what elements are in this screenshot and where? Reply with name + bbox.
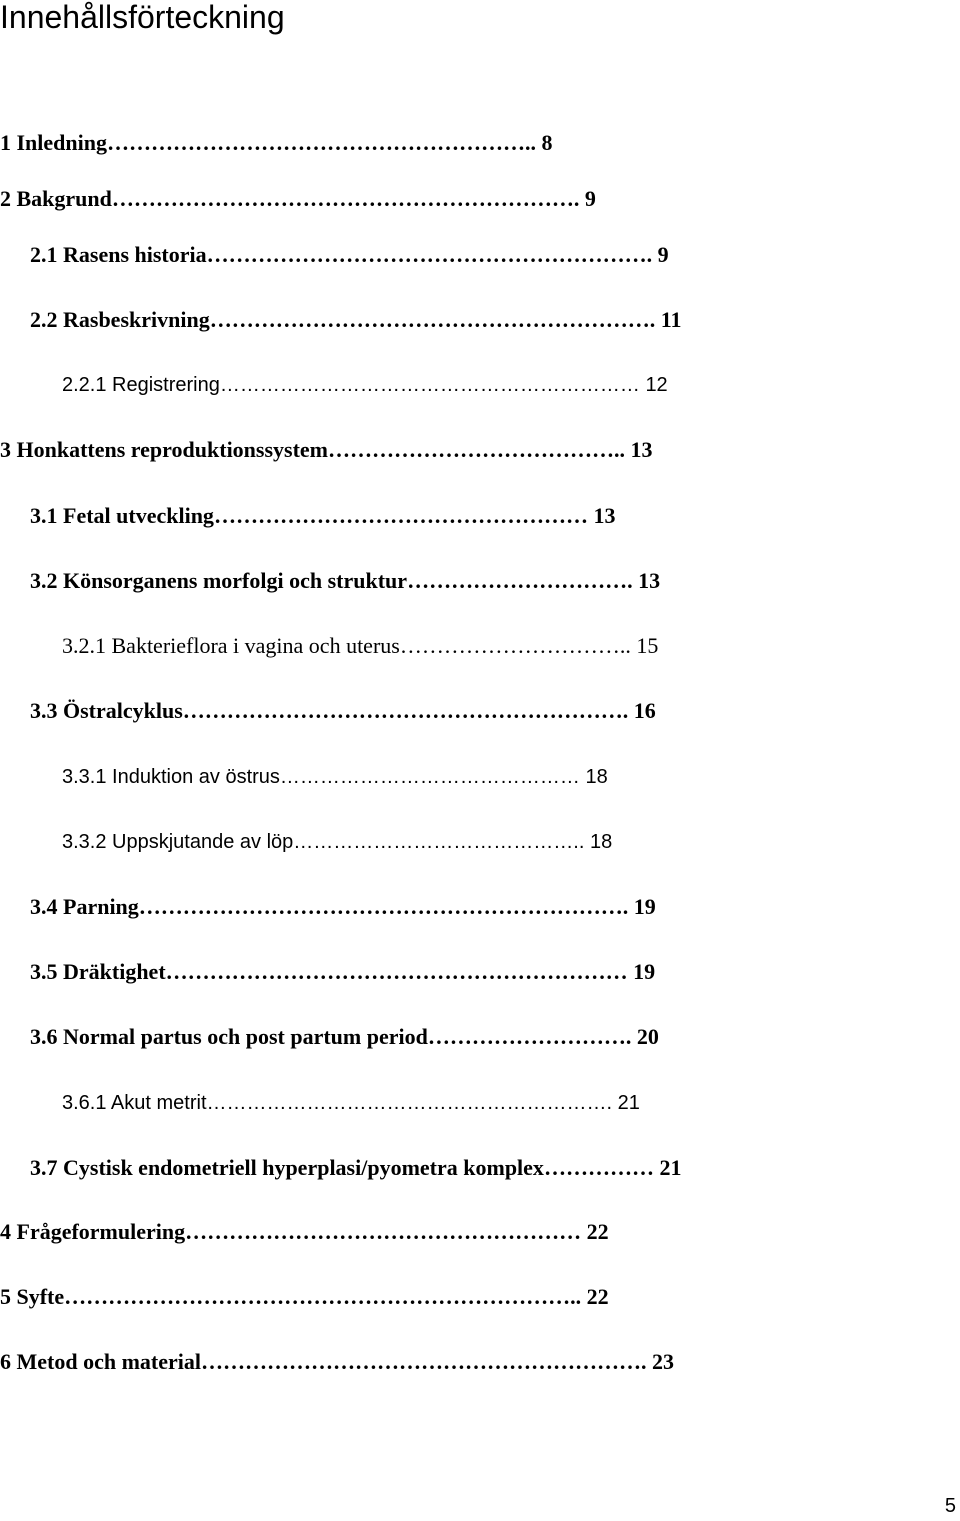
toc-leader: ……………………………………………………… (165, 959, 628, 984)
toc-entry-text: 2.1 Rasens historia (30, 242, 207, 267)
toc-page-number: 9 (584, 186, 596, 211)
toc-leader: ………………………………….. (328, 437, 626, 462)
toc-leader: ……………………………………………………… (219, 374, 640, 396)
toc-leader: ……………………………………………………. (201, 1349, 647, 1374)
toc-entry-5-syfte (0, 1284, 609, 1310)
toc-entry-text: 4 Frågeformulering (0, 1219, 186, 1244)
toc-leader: ……………………………………………………. (182, 698, 629, 723)
toc-page-number: 22 (586, 1219, 609, 1244)
toc-page-number: 18 (589, 831, 613, 853)
toc-entry-text: 3.2.1 Bakterieflora i vagina och uterus (62, 633, 400, 658)
toc-entry-text: 3 Honkattens reproduktionssystem (0, 437, 329, 462)
toc-entry-text: 1 Inledning (0, 130, 107, 155)
toc-entry-text: 3.1 Fetal utveckling (30, 503, 214, 528)
toc-title: Innehållsförteckning (0, 0, 285, 35)
toc-leader: …………… (543, 1155, 654, 1180)
toc-leader: …………………………………….. (293, 831, 585, 853)
toc-entry-3-3-ostralcyklus (30, 698, 656, 724)
toc-page-number: 8 (541, 130, 553, 155)
toc-leader: ………………………. (427, 1024, 632, 1049)
toc-entry-2-2-1-registrering (62, 372, 668, 398)
toc-entry-4-frageformulering (0, 1219, 609, 1245)
toc-entry-6-metod (0, 1349, 674, 1375)
toc-leader: …………………………. (407, 568, 633, 593)
toc-page-number: 13 (638, 568, 661, 593)
page-number: 5 (944, 1495, 956, 1517)
toc-entry-text: 3.3 Östralcyklus (30, 698, 183, 723)
toc-entry-text: 3.3.1 Induktion av östrus (62, 766, 280, 788)
toc-page-number: 18 (585, 766, 608, 788)
toc-entry-3-honkattens (0, 437, 653, 463)
toc-entry-3-2-1-bakterieflora (62, 633, 658, 659)
toc-entry-text: 5 Syfte (0, 1284, 65, 1309)
toc-leader: ……………………………………………… (185, 1219, 582, 1244)
toc-entry-3-6-1-akut-metrit (62, 1090, 640, 1116)
toc-entry-2-2-rasbeskrivning (30, 307, 682, 333)
toc-page-number: 19 (633, 894, 656, 919)
toc-entry-text: 6 Metod och material (0, 1349, 201, 1374)
toc-entry-text: 2.2 Rasbeskrivning (30, 307, 210, 332)
toc-page-number: 16 (633, 698, 656, 723)
toc-entry-text: 3.6.1 Akut metrit (62, 1092, 207, 1114)
toc-entry-3-6-normal-partus (30, 1024, 659, 1050)
toc-entry-3-5-draktighet (30, 959, 655, 985)
toc-page-number: 9 (657, 242, 669, 267)
toc-entry-text: 2.2.1 Registrering (62, 374, 220, 396)
toc-page-number: 22 (586, 1284, 609, 1309)
toc-page-number: 21 (659, 1155, 682, 1180)
toc-leader: …………………………………………………………….. (64, 1284, 582, 1309)
toc-entry-3-1-fetal-utveckling (30, 503, 615, 529)
toc-entry-2-bakgrund (0, 186, 596, 212)
toc-entry-1-inledning (0, 130, 553, 156)
toc-leader: ………………………………………………….. (107, 130, 536, 155)
toc-entry-text: 3.2 Könsorganens morfolgi och struktur (30, 568, 408, 593)
toc-leader: …………………………………………………………. (138, 894, 629, 919)
toc-leader: ……………………………………………………. (209, 307, 656, 332)
toc-page-number: 12 (645, 374, 668, 396)
toc-leader: ……………………………………………………. (206, 1092, 613, 1114)
toc-page-number: 19 (633, 959, 656, 984)
toc-page-number: 23 (652, 1349, 674, 1374)
toc-leader: …………………………………………… (213, 503, 588, 528)
toc-entry-3-7-cystisk (30, 1155, 681, 1181)
toc-entry-2-1-rasens-historia (30, 242, 669, 268)
toc-leader: ………………………….. (399, 633, 631, 658)
toc-entry-3-3-2-uppskjutande (62, 829, 612, 855)
toc-entry-3-2-konsorganens (30, 568, 660, 594)
toc-page-number: 13 (630, 437, 653, 462)
toc-page-number: 11 (660, 307, 682, 332)
toc-entry-text: 3.4 Parning (30, 894, 139, 919)
toc-leader: ………………………………………………………. (111, 186, 580, 211)
toc-entry-text: 2 Bakgrund (0, 186, 112, 211)
toc-entry-text: 3.5 Dräktighet (30, 959, 166, 984)
toc-page-number: 15 (636, 633, 659, 658)
toc-entry-text: 3.3.2 Uppskjutande av löp (62, 831, 294, 853)
toc-page-number: 13 (593, 503, 616, 528)
toc-page-number: 20 (636, 1024, 659, 1049)
toc-page-number: 21 (617, 1092, 640, 1114)
toc-entry-text: 3.7 Cystisk endometriell hyperplasi/pyometra komplex (30, 1155, 544, 1180)
toc-leader: ……………………………………… (279, 766, 580, 788)
toc-leader: ……………………………………………………. (206, 242, 653, 267)
toc-entry-3-3-1-induktion (62, 764, 608, 790)
toc-entry-text: 3.6 Normal partus och post partum period (30, 1024, 428, 1049)
toc-entry-3-4-parning (30, 894, 656, 920)
